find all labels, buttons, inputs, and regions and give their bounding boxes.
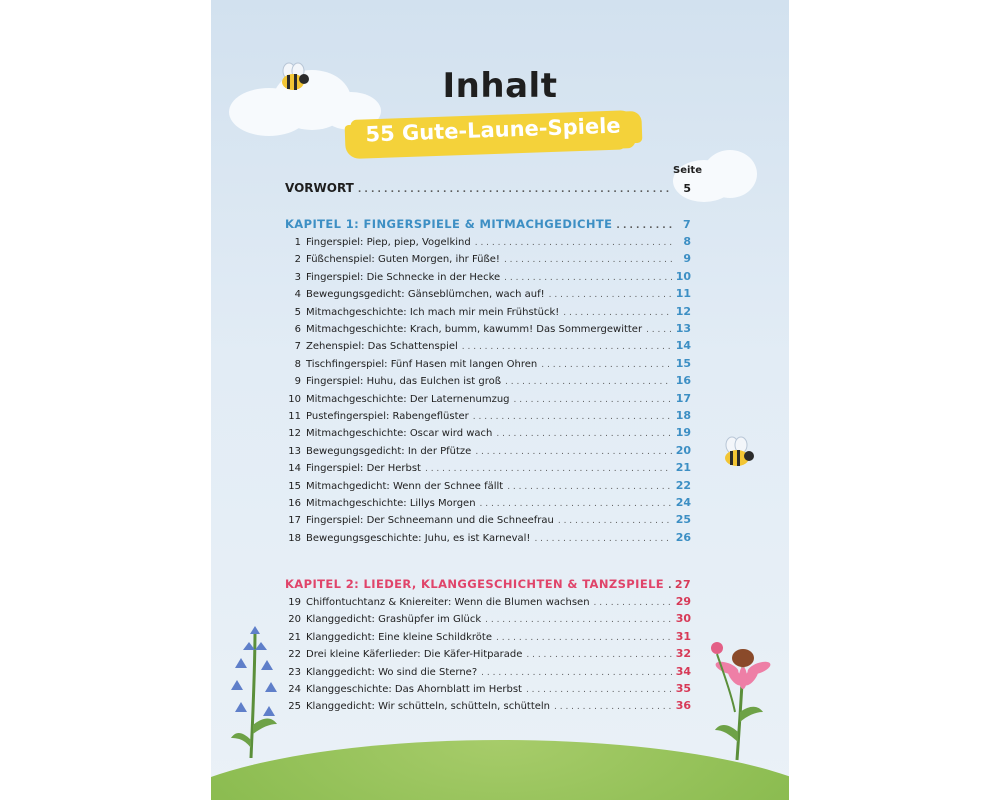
toc-entry[interactable]: [285, 665, 691, 681]
toc-entry-number: 25: [288, 701, 301, 713]
page-title: Inhalt: [442, 66, 558, 106]
toc-entry-number: 19: [288, 597, 301, 608]
dot-leader: [616, 221, 673, 231]
toc-entry[interactable]: [285, 682, 691, 698]
dot-leader: [558, 516, 672, 526]
dot-leader: [485, 615, 672, 625]
toc-entry-label: Zehenspiel: Das Schattenspiel: [306, 341, 458, 353]
toc-chapter-2[interactable]: [285, 577, 691, 593]
toc-entry-label: Mitmachgeschichte: Oscar wird wach: [306, 428, 493, 440]
toc-entry[interactable]: [285, 647, 691, 663]
book-page: [211, 0, 789, 800]
subtitle: 55 Gute-Laune-Spiele: [365, 113, 621, 147]
toc-entry-number: 5: [294, 306, 301, 318]
toc-entry-number: 2: [294, 254, 301, 266]
dot-leader: [473, 412, 672, 422]
toc-entry[interactable]: [285, 513, 691, 529]
toc-entry-page: 18: [675, 409, 691, 422]
toc-entry[interactable]: [285, 612, 691, 628]
toc-entry[interactable]: [285, 252, 691, 268]
toc-entry-page: 13: [675, 322, 691, 335]
toc-entry-number: 1: [294, 237, 301, 248]
dot-leader: [594, 598, 672, 608]
toc-entry-page: 34: [675, 664, 691, 678]
toc-entry-label: Klanggedicht: Wo sind die Sterne?: [306, 666, 478, 678]
dot-leader: [358, 185, 673, 195]
toc-entry-label: Mitmachgeschichte: Der Laternenumzug: [306, 393, 510, 405]
toc-entry-label: Klanggedicht: Grashüpfer im Glück: [306, 614, 482, 626]
toc-vorwort-label: VORWORT: [285, 181, 354, 195]
toc-entry-label: Fingerspiel: Die Schnecke in der Hecke: [306, 271, 501, 283]
toc-entry-number: 10: [288, 393, 301, 405]
toc-entry[interactable]: [285, 357, 691, 373]
toc-entry-number: 12: [288, 428, 301, 440]
toc-entry-page: 19: [675, 426, 691, 440]
toc-entry-number: 6: [294, 324, 301, 335]
dot-leader: [480, 499, 672, 509]
toc-entry-number: 18: [288, 532, 301, 544]
toc-entry-page: 10: [675, 269, 691, 283]
toc-entry-number: 21: [288, 631, 301, 643]
toc-entry-page: 35: [675, 682, 691, 695]
dot-leader: [514, 395, 672, 405]
toc-entry-label: Pustefingerspiel: Rabengeflüster: [306, 411, 469, 422]
toc-entry-label: Fingerspiel: Huhu, das Eulchen ist groß: [306, 376, 502, 388]
toc-entry-page: 24: [675, 496, 691, 509]
toc-entry-number: 9: [294, 376, 301, 388]
toc-entry-label: Füßchenspiel: Guten Morgen, ihr Füße!: [306, 254, 500, 266]
dot-leader: [541, 360, 671, 370]
dot-leader: [425, 464, 672, 474]
dot-leader: [504, 273, 672, 283]
toc-entry-label: Bewegungsgedicht: In der Pfütze: [306, 445, 472, 457]
toc-entry[interactable]: [285, 531, 691, 547]
dot-leader: [534, 534, 671, 544]
toc-entry-page: 12: [675, 304, 691, 318]
toc-entry-page: 15: [675, 356, 691, 370]
toc-entry-page: 20: [675, 443, 691, 457]
toc-entry-label: Bewegungsgedicht: Gänseblümchen, wach auf!: [306, 289, 545, 301]
toc-entry-page: 14: [675, 339, 691, 353]
dot-leader: [496, 633, 672, 643]
dot-leader: [646, 325, 672, 335]
dot-leader: [526, 650, 671, 660]
toc-entry-label: Klanggedicht: Eine kleine Schildkröte: [306, 631, 492, 643]
toc-entry-page: 31: [675, 629, 691, 643]
toc-vorwort-page: 5: [683, 182, 691, 195]
dot-leader: [549, 290, 672, 300]
bee-icon: [275, 62, 311, 96]
toc-entry[interactable]: [285, 409, 691, 425]
toc-entry[interactable]: [285, 630, 691, 646]
dot-leader: [563, 308, 671, 318]
toc-entry[interactable]: [285, 287, 691, 303]
toc-entry-number: 4: [294, 289, 301, 301]
chapter-1-label: KAPITEL 1: FINGERSPIELE & MITMACHGEDICHTE: [285, 217, 613, 231]
toc-entry-number: 8: [294, 358, 301, 370]
cloud-top-right-2: [703, 150, 757, 198]
dot-leader: [496, 429, 671, 439]
toc-entry-page: 21: [675, 461, 691, 475]
toc-entry-number: 7: [294, 341, 301, 353]
toc-entry[interactable]: [285, 322, 691, 338]
toc-entry-number: 11: [288, 411, 301, 422]
toc-entry[interactable]: [285, 270, 691, 286]
toc-entry-page: 29: [675, 595, 691, 608]
toc-entry-number: 24: [288, 684, 301, 695]
toc-entry-label: Drei kleine Käferlieder: Die Käfer-Hitparade: [306, 649, 523, 661]
toc-entry[interactable]: [285, 595, 691, 611]
toc-entry-number: 22: [288, 649, 301, 661]
toc-entry[interactable]: [285, 479, 691, 495]
chapter-2-label: KAPITEL 2: LIEDER, KLANGGESCHICHTEN & TANZSPIELE: [285, 577, 665, 591]
dot-leader: [504, 255, 673, 265]
toc-entry-page: 30: [675, 612, 691, 626]
toc-entry[interactable]: [285, 305, 691, 321]
chapter-2-page: 27: [674, 578, 691, 591]
toc-entry-page: 8: [683, 235, 691, 248]
bluebell-flower-icon: [225, 620, 285, 760]
toc-entry-label: Fingerspiel: Piep, piep, Vogelkind: [306, 237, 471, 248]
toc-entry[interactable]: [285, 699, 691, 715]
dot-leader: [526, 685, 672, 695]
toc-entry[interactable]: [285, 426, 691, 442]
toc-entry-label: Fingerspiel: Der Schneemann und die Schneefrau: [306, 515, 554, 527]
dot-leader: [475, 238, 673, 248]
toc-entry-number: 14: [288, 463, 301, 475]
toc-vorwort[interactable]: [285, 181, 691, 197]
toc-entry-number: 17: [288, 515, 301, 527]
seite-label: Seite: [673, 165, 702, 176]
toc-entry-number: 23: [288, 666, 301, 678]
toc-entry-number: 20: [288, 614, 301, 626]
dot-leader: [462, 342, 672, 352]
toc-entry-label: Mitmachgeschichte: Lillys Morgen: [306, 498, 476, 509]
dot-leader: [507, 482, 671, 492]
toc-entry-label: Mitmachgeschichte: Krach, bumm, kawumm! Das Sommergewitter: [306, 324, 643, 335]
toc-entry-page: 32: [675, 647, 691, 661]
dot-leader: [475, 447, 671, 457]
toc-entry[interactable]: [285, 392, 691, 408]
toc-entry-page: 9: [683, 252, 691, 266]
dot-leader: [668, 581, 671, 591]
toc-entry[interactable]: [285, 496, 691, 512]
toc-entry-number: 16: [288, 498, 301, 509]
chapter-1-page: 7: [682, 218, 691, 231]
toc-entry[interactable]: [285, 444, 691, 460]
dot-leader: [481, 668, 672, 678]
toc-entry[interactable]: [285, 461, 691, 477]
toc-entry-page: 22: [675, 478, 691, 492]
toc-entry-page: 25: [675, 513, 691, 527]
toc-entry-label: Klanggeschichte: Das Ahornblatt im Herbst: [306, 684, 522, 695]
toc-entry-number: 13: [288, 445, 301, 457]
toc-entry-page: 11: [675, 287, 691, 301]
toc-entry-label: Fingerspiel: Der Herbst: [306, 463, 421, 475]
toc-entry-page: 26: [675, 530, 691, 544]
toc-entry-page: 16: [675, 374, 691, 388]
toc-chapter-1[interactable]: [285, 217, 691, 233]
toc-entry-page: 17: [675, 391, 691, 405]
toc-entry-label: Mitmachgeschichte: Ich mach mir mein Frühstück!: [306, 306, 560, 318]
toc-entry-number: 15: [288, 480, 301, 492]
dot-leader: [505, 377, 672, 387]
toc-entry[interactable]: [285, 374, 691, 390]
toc-entry[interactable]: [285, 339, 691, 355]
bee-icon: [719, 436, 755, 472]
dot-leader: [554, 702, 672, 712]
toc-entry-label: Mitmachgedicht: Wenn der Schnee fällt: [306, 480, 504, 492]
toc-entry-page: 36: [675, 699, 691, 713]
toc-entry-label: Klanggedicht: Wir schütteln, schütteln, schütteln: [306, 701, 551, 713]
green-hill: [211, 740, 789, 800]
toc-entry-label: Tischfingerspiel: Fünf Hasen mit langen Ohren: [306, 358, 538, 370]
toc-entry[interactable]: [285, 235, 691, 251]
coneflower-icon: [705, 632, 775, 762]
toc-entry-number: 3: [294, 271, 301, 283]
toc-entry-label: Bewegungsgeschichte: Juhu, es ist Karneval!: [306, 532, 531, 544]
toc-entry-label: Chiffontuchtanz & Kniereiter: Wenn die Blumen wachsen: [306, 597, 590, 608]
